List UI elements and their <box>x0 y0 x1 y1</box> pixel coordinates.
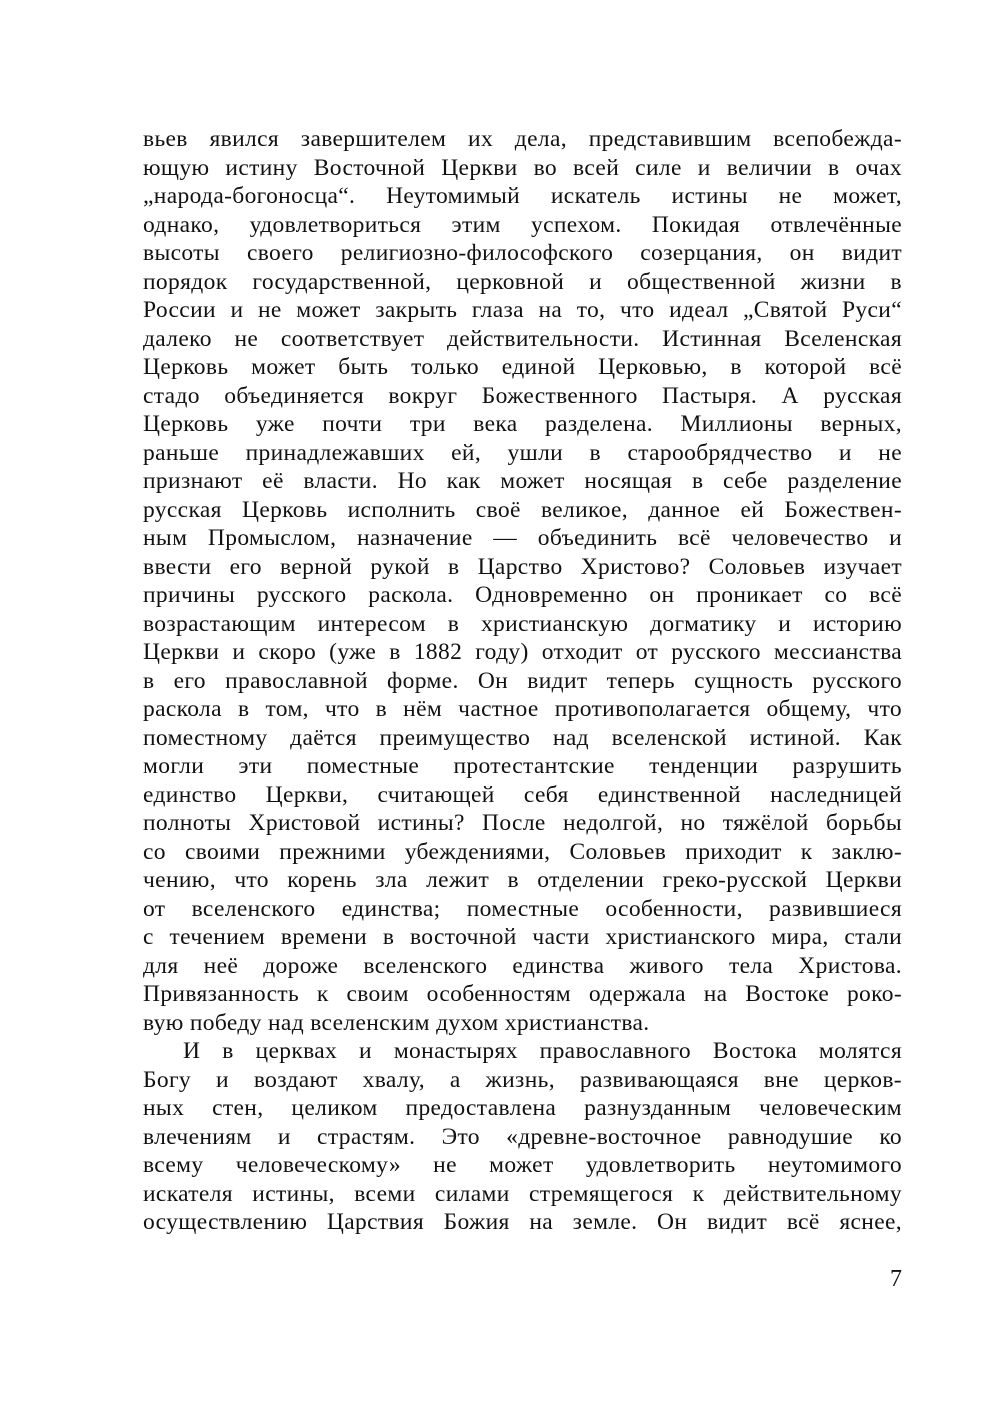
text-line: для неё дороже вселенского единства живого тела Христова. <box>143 952 902 979</box>
text-line: с течением времени в восточной части христианского мира, стали <box>143 924 902 950</box>
text-line: раскола в том, что в нём частное противополагается общему, что <box>143 696 902 722</box>
text-line: единство Церкви, считающей себя единственной наследницей <box>143 781 902 808</box>
text-line: ных стен, целиком предоставлена разнузданным человеческим <box>143 1095 902 1121</box>
text-line: Привязанность к своим особенностям одержала на Востоке роко- <box>143 981 902 1007</box>
text-line: далеко не соответствует действительности. Истинная Вселенская <box>143 325 902 352</box>
text-line: стадо объединяется вокруг Божественного Пастыря. А русская <box>143 382 902 409</box>
text-line: причины русского раскола. Одновременно он проникает со всё <box>143 582 902 608</box>
text-line: И в церквах и монастырях православного Востока молятся <box>183 1038 902 1064</box>
text-line: порядок государственной, церковной и общественной жизни в <box>143 268 902 295</box>
text-line: влечениям и страстям. Это «древне-восточное равнодушие ко <box>143 1123 902 1150</box>
text-line: Богу и воздают хвалу, а жизнь, развивающаяся вне церков- <box>143 1066 902 1093</box>
text-line: Церковь может быть только единой Церковью, в которой всё <box>143 354 902 380</box>
text-line: „народа-богоносца“. Неутомимый искатель истины не может, <box>143 183 902 209</box>
text-line: полноты Христовой истины? После недолгой, но тяжёлой борьбы <box>143 810 902 836</box>
text-line: поместному даётся преимущество над вселенской истиной. Как <box>143 724 902 751</box>
text-line: русская Церковь исполнить своё великое, данное ей Божествен- <box>143 496 902 523</box>
text-line: всему человеческому» не может удовлетворить неутомимого <box>143 1152 902 1178</box>
text-line: ввести его верной рукой в Царство Христово? Соловьев изучает <box>143 553 902 580</box>
text-line: вьев явился завершителем их дела, представившим всепобежда- <box>143 126 902 152</box>
paragraph <box>143 1037 902 1237</box>
text-line: вую победу над вселенским духом христианства. <box>143 1009 650 1036</box>
page-number: 7 <box>890 1266 902 1292</box>
text-line: чению, что корень зла лежит в отделении греко-русской Церкви <box>143 867 902 893</box>
text-line: в его православной форме. Он видит теперь сущность русского <box>143 667 902 694</box>
text-line: возрастающим интересом в христианскую догматику и историю <box>143 610 902 637</box>
text-line: ющую истину Восточной Церкви во всей силе и величии в очах <box>143 154 902 181</box>
text-line: ным Промыслом, назначение — объединить всё человечество и <box>143 525 902 551</box>
text-line: России и не может закрыть глаза на то, что идеал „Святой Руси“ <box>143 297 902 323</box>
text-line: искателя истины, всеми силами стремящегося к действительному <box>143 1180 902 1207</box>
text-line: раньше принадлежавших ей, ушли в старообрядчество и не <box>143 439 902 466</box>
body-text <box>143 125 902 1237</box>
text-line: признают её власти. Но как может носящая в себе разделение <box>143 468 902 494</box>
text-line: от вселенского единства; поместные особенности, развившиеся <box>143 895 902 922</box>
text-line: Церкви и скоро (уже в 1882 году) отходит от русского мессианства <box>143 639 902 665</box>
text-line: однако, удовлетвориться этим успехом. Покидая отвлечённые <box>143 211 902 238</box>
text-line: Церковь уже почти три века разделена. Миллионы верных, <box>143 411 902 437</box>
text-line: со своими прежними убеждениями, Соловьев приходит к заклю- <box>143 838 902 865</box>
text-line: могли эти поместные протестантские тенденции разрушить <box>143 753 902 779</box>
text-line: высоты своего религиозно-философского созерцания, он видит <box>143 240 902 266</box>
paragraph <box>143 125 902 1037</box>
text-line: осуществлению Царствия Божия на земле. Он видит всё яснее, <box>143 1209 902 1235</box>
